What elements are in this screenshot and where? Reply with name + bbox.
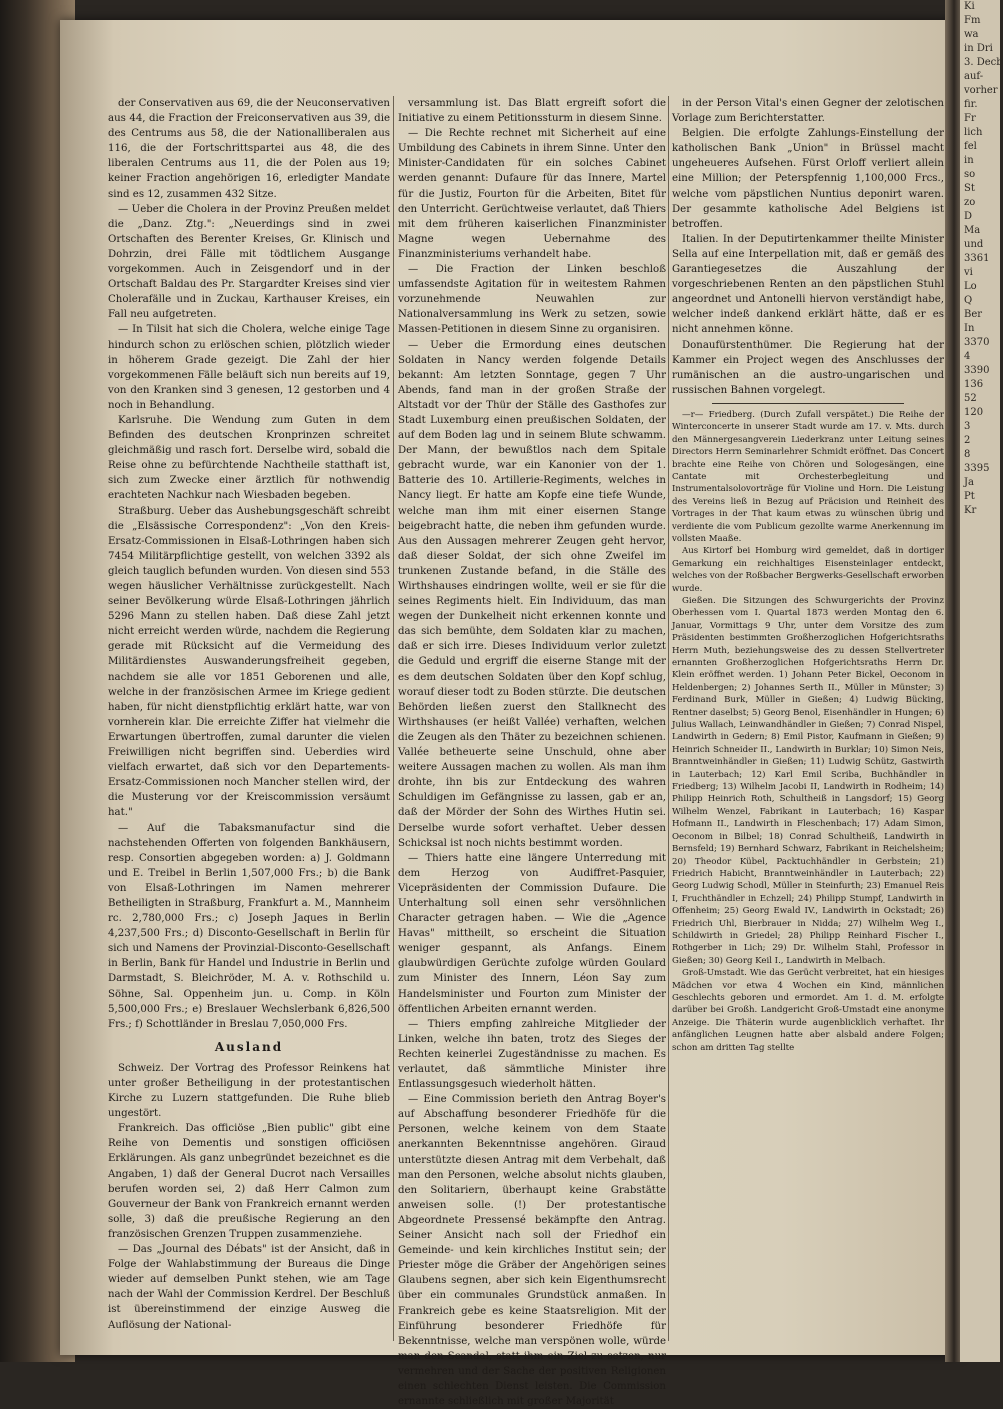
- adjacent-page-text: 3361: [964, 253, 990, 264]
- article-paragraph: — Das „Journal des Débats" ist der Ansicht, daß in Folge der Wahlabstimmung der Bureaus die Dinge wieder auf demselben Punkt stehen, wie am Tage nach der Wahl der Commission Kerdrel. Der Beschluß ist übereinstimmend der einzige Ausweg die Auflösung der National-: [108, 1244, 390, 1331]
- column-left: [108, 96, 390, 1346]
- adjacent-page-text: so: [964, 169, 976, 180]
- local-news-paragraph: Groß-Umstadt. Wie das Gerücht verbreitet, hat ein hiesiges Mädchen vor etwa 4 Wochen ein Kind, männlichen Geschlechts geboren und ermordet. Am 1. d. M. erfolgte darüber bei Großh. Landgericht Groß-Umstadt eine anonyme Anzeige. Die Thäterin wurde augenblicklich verhaftet. Ihr anfänglichen Leugnen hatte aber alsbald andere Folgen; schon am dritten Tag stellte: [672, 968, 944, 1053]
- adjacent-page-text: Fm: [964, 15, 981, 26]
- adjacent-page-text: In: [964, 323, 975, 334]
- adjacent-page-text: St: [964, 183, 975, 194]
- article-paragraph: Frankreich. Das officiöse „Bien public" gibt eine Reihe von Dementis und sonstigen officiösen Erklärungen. Als ganz unbegründet bezeichnet es die Angaben, 1) daß der General Ducrot nach Versailles berufen worden sei, 2) daß Herr Calmon zum Gouverneur der Bank von Frankreich ernannt werden solle, 3) daß die preußische Regierung an den französischen Grenzen Truppen zusammenziehe.: [108, 1123, 390, 1240]
- adjacent-page-text: Q: [964, 295, 973, 306]
- article-paragraph: der Conservativen aus 69, die der Neuconservativen aus 44, die Fraction der Freiconservativen aus 39, die des Centrums aus 58, die der Nationalliberalen aus 116, die der Fortschrittspartei aus 48, die des liberalen Centrums aus 11, die der Polen aus 19; keiner Fraction angehörigen 16, erledigter Mandate sind es 12, zusammen 432 Sitze.: [108, 98, 390, 200]
- column-rule: [668, 96, 669, 1341]
- article-paragraph: — Ueber die Cholera in der Provinz Preußen meldet die „Danz. Ztg.": „Neuerdings sind in zwei Ortschaften des Berenter Kreises, Gr. Klinisch und Dohrzin, drei Fälle mit tödtlichem Ausgange vorgekommen. Auch in Zeisgendorf und in der Ortschaft Baldau des Pr. Stargardter Kreises sind vier Cholerafälle und in Zuckau, Karthauser Kreises, ein Fall neu aufgetreten.: [108, 203, 390, 321]
- adjacent-page-text: 120: [964, 407, 984, 418]
- article-paragraph: Schweiz. Der Vortrag des Professor Reinkens hat unter großer Betheiligung in der protestantischen Kirche zu Luzern stattgefunden. Die Ruhe blieb ungestört.: [108, 1062, 390, 1120]
- adjacent-page-text: zo: [964, 197, 976, 208]
- adjacent-page-text: fir.: [964, 99, 978, 110]
- adjacent-page-fragment: [960, 0, 1003, 1362]
- article-paragraph: Donaufürstenthümer. Die Regierung hat der Kammer ein Project wegen des Anschlusses der rumänischen an die austro-ungarischen und russischen Bahnen vorgelegt.: [672, 339, 944, 396]
- adjacent-page-text: in: [964, 155, 974, 166]
- adjacent-page-text: in Dri: [964, 43, 993, 54]
- section-heading: Ausland: [214, 1039, 284, 1054]
- adjacent-page-text: Lo: [964, 281, 977, 292]
- adjacent-page-text: vorher: [964, 85, 998, 96]
- article-paragraph: Straßburg. Ueber das Aushebungsgeschäft schreibt die „Elsässische Correspondenz": „Von den Kreis-Ersatz-Commissionen in Elsaß-Lothringen haben sich 7454 Militärpflichtige gestellt, von welchen 3392 als gleich tauglich befunden wurden. Von diesen sind 553 wegen häuslicher Verhältnisse zurückgestellt. Nach seiner Bevölkerung würde Elsaß-Lothringen jährlich 5296 Mann zu stellen haben. Daß diese Zahl jetzt nicht erreicht werden würde, nachdem die Regierung gerade mit Rücksicht auf die Vermeidung des Militärdienstes Auswanderungsfreiheit gegeben, nachdem sie alle vor 1851 Geborenen und alle, welche in der französischen Armee im Kriege gedient haben, für nicht dienstpflichtig erklärt hatte, war von vornherein klar. Die erreichte Ziffer hat vielmehr die Erwartungen übertroffen, zumal darunter die vielen Freiwilligen nicht begriffen sind. Ueberdies wird vielfach erwartet, daß sich vor den Departements-Ersatz-Commissionen noch Mancher stellen wird, der die Musterung vor der Kreiscommission versäumt hat.": [108, 505, 390, 819]
- adjacent-page-text: 3370: [964, 337, 990, 348]
- column-rule: [393, 96, 394, 1341]
- article-paragraph: Italien. In der Deputirtenkammer theilte Minister Sella auf eine Interpellation mit, daß er gemäß des Garantiegesetzes die Auszahlung der vorgeschriebenen Renten an den päpstlichen Stuhl angeordnet und Antonelli hiervon verständigt habe, welcher indeß dankend erklärt hätte, daß er es nicht annehmen könne.: [672, 233, 944, 336]
- adjacent-page-text: vi: [964, 267, 973, 278]
- adjacent-page-text: 4: [964, 351, 971, 362]
- article-paragraph: — Auf die Tabaksmanufactur sind die nachstehenden Offerten von folgenden Bankhäusern, resp. Consortien abgegeben worden: a) J. Goldmann und E. Treibel in Berlin 1,507,000 Frs.; b) die Bank von Elsaß-Lothringen im Namen mehrerer Betheiligten in Straßburg, Frankfurt a. M., Mannheim rc. 2,780,000 Frs.; c) Joseph Jaques in Berlin 4,237,500 Frs.; d) Disconto-Gesellschaft in Berlin für sich und Namens der Provinzial-Disconto-Gesellschaft in Berlin, Bank für Handel und Industrie in Berlin und Darmstadt, S. Bleichröder, M. A. v. Rothschild u. Söhne, Sal. Oppenheim jun. u. Comp. in Köln 5,500,000 Frs.; e) Breslauer Wechslerbank 6,826,500 Frs.; f) Schottländer in Breslau 7,050,000 Frs.: [108, 822, 390, 1030]
- local-news-paragraph: Gießen. Die Sitzungen des Schwurgerichts der Provinz Oberhessen vom I. Quartal 1873 werden Montag den 6. Januar, Vormittags 9 Uhr, unter dem Vorsitze des zum Präsidenten bestimmten Großherzoglichen Hofgerichtsraths Herrn Muth, beziehungsweise des zu dessen Stellvertreter ernannten Großherzoglichen Hofgerichtsraths Herrn Dr. Klein eröffnet werden. 1) Johann Peter Bickel, Oeconom in Heldenbergen; 2) Johannes Serth II., Müller in Münster; 3) Ferdinand Burk, Müller in Gießen; 4) Ludwig Bücking, Rentner daselbst; 5) Georg Benol, Eisenhändler in Hungen; 6) Julius Wallach, Leinwandhändler in Gießen; 7) Conrad Nispel, Landwirth in Gedern; 8) Emil Pistor, Kaufmann in Gießen; 9) Heinrich Schneider II., Landwirth in Burklar; 10) Simon Neis, Branntweinhändler in Gießen; 11) Ludwig Schütz, Gastwirth in Lauterbach; 12) Karl Emil Scriba, Buchhändler in Friedberg; 13) Wilhelm Jacobi II, Landwirth in Rodheim; 14) Philipp Heinrich Roth, Schultheiß in Langsdorf; 15) Georg Wilhelm Wenzel, Fabrikant in Lauterbach; 16) Kaspar Hofmann II., Landwirth in Fleschenbach; 17) Adam Simon, Oeconom in Bilbel; 18) Conrad Schultheiß, Landwirth in Bernsfeld; 19) Bernhard Schwarz, Fabrikant in Reichelsheim; 20) Theodor Kübel, Packtuchhändler in Gerbstein; 21) Friedrich Habicht, Branntweinhändler in Lauterbach; 22) Georg Ludwig Schodl, Müller in Steinfurth; 23) Emanuel Reis I, Fruchthändler in Echzell; 24) Philipp Stumpf, Landwirth in Offenheim; 25) Georg Ewald IV., Landwirth in Ockstadt; 26) Friedrich Uhl, Bierbrauer in Nidda; 27) Wilhelm Weg I., Schildwirth in Griedel; 28) Philipp Reinhard Fischer I., Rothgerber in Lich; 29) Dr. Wilhelm Stahl, Professor in Gießen; 30) Georg Keil I., Landwirth in Melbach.: [672, 595, 944, 966]
- local-news-paragraph: —r— Friedberg. (Durch Zufall verspätet.) Die Reihe der Winterconcerte in unserer Stadt wurde am 17. v. Mts. durch den Männergesangverein Liederkranz unter Leitung seines Directors Herrn Seminarlehrer Schmidt eröffnet. Das Concert brachte eine Reihe von Chören und Sologesängen, eine Cantate mit Orchesterbegleitung und Instrumentalsolovorträge für Violine und Horn. Die Leistung des Vereins ließ in Bezug auf Präcision und Reinheit des Vortrages in der That kaum etwas zu wünschen übrig und verdiente die vom Publicum gezollte warme Anerkennung im vollsten Maaße.: [672, 409, 944, 544]
- adjacent-page-text: D: [964, 211, 973, 222]
- adjacent-page-text: Fr: [964, 113, 976, 124]
- article-paragraph: Karlsruhe. Die Wendung zum Guten in dem Befinden des deutschen Kronprinzen schreitet gleichmäßig und rasch fort. Derselbe wird, sobald die Reise ohne zu befürchtende Nachtheile statthaft ist, sich zum Zwecke einer ärztlich für nothwendig erachteten Nachkur nach Wiesbaden begeben.: [108, 414, 390, 502]
- article-paragraph: — Thiers hatte eine längere Unterredung mit dem Herzog von Audiffret-Pasquier, Vicepräsidenten der Commission Dufaure. Die Unterhaltung soll einen sehr versöhnlichen Character getragen haben. — Wie die „Agence Havas" mittheilt, so erscheint die Situation weniger gespannt, als Anfangs. Einem glaubwürdigen Gerüchte zufolge würden Goulard zum Minister des Innern, Léon Say zum Handelsminister und Fourton zum Minister der öffentlichen Arbeiten ernannt werden.: [398, 852, 666, 1015]
- adjacent-page-text: 2: [964, 435, 971, 446]
- adjacent-page-text: 3390: [964, 365, 990, 376]
- adjacent-page-text: auf-: [964, 71, 984, 82]
- article-paragraph: — Ueber die Ermordung eines deutschen Soldaten in Nancy werden folgende Details bekannt: Am letzten Sonntage, gegen 7 Uhr Abends, fand man in der großen Straße der Altstadt vor der Thür der Ställe des Gasthofes zur Stadt Luxemburg einen preußischen Soldaten, der auf dem Boden lag und in seinem Blute schwamm. Der Mann, der bewußtlos nach dem Spitale gebracht wurde, war ein Kanonier von der 1. Batterie des 10. Artillerie-Regiments, welches in Nancy liegt. Er hatte am Kopfe eine tiefe Wunde, welche man ihm mit einer eisernen Stange beigebracht hatte, die neben ihm gefunden wurde. Aus den Aussagen mehrerer Zeugen geht hervor, daß dieser Soldat, der sich ohne Zweifel im trunkenen Zustande befand, in die Ställe des Wirthshauses eindringen wollte, weil er sie für die seines Regiments hielt. Ein Individuum, das man wegen der Dunkelheit nicht erkennen konnte und das sich bemühte, dem Soldaten klar zu machen, daß er sich irre. Dieses Individuum verlor zuletzt die Geduld und ergriff die eiserne Stange mit der es dem deutschen Soldaten über den Kopf schlug, worauf dieser todt zu Boden stürzte. Die deutschen Behörden ließen zuerst den Stallknecht des Wirthshauses (er heißt Vallée) verhaften, welchen die Zeugen als den Thäter zu bezeichnen schienen. Vallée betheuerte seine Unschuld, ohne aber weitere Aussagen machen zu wollen. Als man ihm drohte, ihn bis zur Entdeckung des wahren Schuldigen im Gefängnisse zu lassen, gab er an, daß der Mörder der Sohn des Wirthes Hutin sei. Derselbe wurde sofort verhaftet. Ueber dessen Schicksal ist noch nichts bestimmt worden.: [398, 339, 666, 849]
- adjacent-page-text: fel: [964, 141, 977, 152]
- adjacent-page-text: Kr: [964, 505, 977, 516]
- article-paragraph: versammlung ist. Das Blatt ergreift sofort die Initiative zu einem Petitionssturm in diesem Sinne.: [398, 98, 666, 125]
- article-paragraph: — Die Rechte rechnet mit Sicherheit auf eine Umbildung des Cabinets in ihrem Sinne. Unter den Minister-Candidaten für ein solches Cabinet werden genannt: Dufaure für das Innere, Martel für die Justiz, Fourton für die Arbeiten, Bitet für den Unterricht. Gerüchtweise verlautet, daß Thiers mit dem früheren kaiserlichen Finanzminister Magne wegen Uebernahme des Finanzministeriums verhandelt habe.: [398, 128, 666, 260]
- adjacent-page-text: Pt: [964, 491, 975, 502]
- column-middle: [398, 96, 666, 1408]
- article-paragraph: — Thiers empfing zahlreiche Mitglieder der Linken, welche ihn baten, trotz des Sieges der Rechten keinerlei Zugeständnisse zu machen. Es verlautet, daß sämmtliche Minister ihre Entlassungsgesuch wiederholt hätten.: [398, 1018, 666, 1091]
- article-paragraph: — Die Fraction der Linken beschloß umfassendste Agitation für in weitestem Rahmen vorzunehmende Neuwahlen zur Nationalversammlung ins Werk zu setzen, sowie Massen-Petitionen in diesem Sinne zu organisiren.: [398, 264, 666, 336]
- adjacent-page-text: Ja: [964, 477, 974, 488]
- adjacent-page-text: 3. Decb: [964, 57, 1003, 68]
- adjacent-page-text: 8: [964, 449, 971, 460]
- adjacent-page-text: wa: [964, 29, 979, 40]
- adjacent-page-text: 136: [964, 379, 984, 390]
- local-news-paragraph: Aus Kirtorf bei Homburg wird gemeldet, daß in dortiger Gemarkung ein reichhaltiges Eisensteinlager entdeckt, welches von der Roßbacher Bergwerks-Gesellschaft erworben wurde.: [672, 546, 944, 594]
- adjacent-page-text: Ber: [964, 309, 983, 320]
- adjacent-page-text: 3: [964, 421, 971, 432]
- adjacent-page-text: und: [964, 239, 984, 250]
- adjacent-page-text: 52: [964, 393, 977, 404]
- article-paragraph: Belgien. Die erfolgte Zahlungs-Einstellung der katholischen Bank „Union" in Brüssel macht ungeheueres Aufsehen. Fürst Orloff verliert allein eine Million; der Peterspfennig 1,100,000 Frcs., welche vom päpstlichen Nuntius deponirt waren. Der gesammte katholische Adel Belgiens ist betroffen.: [672, 128, 944, 230]
- column-right: [672, 96, 944, 1346]
- article-paragraph: in der Person Vital's einen Gegner der zelotischen Vorlage zum Berichterstatter.: [672, 98, 944, 125]
- section-divider: [712, 403, 904, 404]
- article-paragraph: — In Tilsit hat sich die Cholera, welche einige Tage hindurch schon zu erlöschen schien, plötzlich wieder in höherem Grade gezeigt. Die Zahl der hier vorgekommenen Fälle beläuft sich nun bereits auf 19, von den Kranken sind 3 genesen, 12 gestorben und 4 noch in Behandlung.: [108, 324, 390, 411]
- adjacent-page-text: lich: [964, 127, 983, 138]
- adjacent-page-text: Ki: [964, 1, 975, 12]
- adjacent-page-text: Ma: [964, 225, 981, 236]
- adjacent-page-text: 3395: [964, 463, 990, 474]
- article-paragraph: — Eine Commission berieth den Antrag Boyer's auf Abschaffung besonderer Friedhöfe für die Personen, welche keinem von dem Staate anerkannten Bekenntnisse angehören. Giraud unterstützte diesen Antrag mit dem Verbehalt, daß man den Personen, welche absolut nichts glauben, den Solitariern, überhaupt keine Grabstätte anweisen solle. (!) Der protestantische Abgeordnete Pressensé bekämpfte den Antrag. Seiner Ansicht nach soll der Friedhof ein Gemeinde- und kein kirchliches Institut sein; der Priester möge die Gräber der Angehörigen seines Glaubens segnen, aber sich kein Eigenthumsrecht über ein communales Grundstück anmaßen. In Frankreich gebe es keine Staatsreligion. Mit der Einführung besonderer Friedhöfe für Bekenntnisse, welche man verspönen wolle, würde man den Scandal, statt ihm ein Ziel zu setzen, nur vermehren und der Sache der positiven Religionen einen schlechten Dienst leisten. Die Commission ernannte schließlich mit großer Majorität: [398, 1094, 666, 1408]
